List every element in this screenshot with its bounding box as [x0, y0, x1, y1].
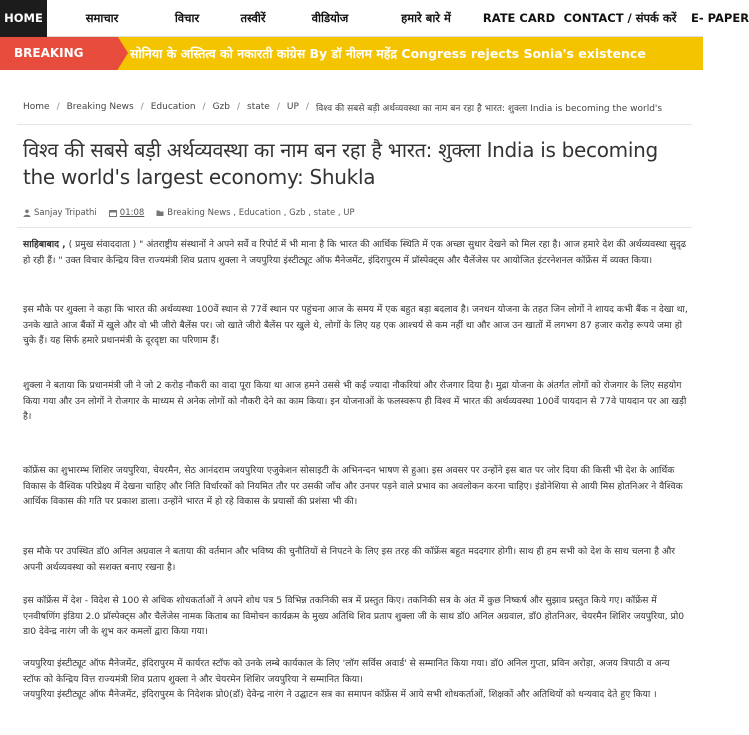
breaking-headline-link[interactable]: सोनिया के अस्तित्व को नकारती कांग्रेस By डॉ नीलम महेंद्र Congress rejects Sonia's existence	[130, 46, 646, 61]
breadcrumb-separator: /	[237, 102, 241, 112]
divider	[17, 124, 692, 125]
article-paragraph: इस मौके पर उपस्थित डॉ0 अनिल अग्रवाल ने बताया की वर्तमान और भविष्य की चुनौतियों से निपटने के लिए इस तरह की कॉफ्रेंस बहुत मददगार होगी। साथ ही हम सभी को देश के साथ चलना है और अपनी अर्थव्यवस्था को सशक्त बनाए रखना है।	[23, 546, 676, 573]
breadcrumb-separator: /	[56, 102, 60, 112]
paragraph-text: ( प्रमुख संवाददाता ) " अंतराष्ट्रीय संस्थानों ने अपने सर्वे व रिपोर्ट में भी माना है कि भारत की आर्थिक स्थिति में एक अच्छा सुधार देखने को मिल रहा है। आज हमारे देश की अर्थव्यवस्था सुदृढ हो रही हैं। " उक्त विचार केन्द्रिय वित्त राज्यमंत्री शिव प्रताप शुक्ला ने जयपुरिया इंस्टीट्यूट ऑफ मैनेजमेंट, इंदिरापुरम में प्रॉस्पेक्ट्स और चैलेंजेस पर आयोजित इंटरनेशनल कॉफ्रेंस में व्यक्त किया।	[23, 239, 687, 266]
breadcrumb-separator: /	[202, 102, 206, 112]
article-paragraph: कॉफ्रेंस का शुभारम्भ शिशिर जयपुरिया, चेयरमैन, सेठ आनंदराम जयपुरिया एजुकेशन सोसाइटी के अभिनन्दन भाषण से हुआ। इस अवसर पर उन्होंने इस बात पर जोर दिया की किसी भी देश के आर्थिक विकास के वैश्विक परिप्रेक्ष्य में देखना चाहिए और निति विर्धारकों को नियमित तौर पर उसकी जाँच और उनपर पड़ने वाले प्रभाव का अवलोकन करना चाहिए। इंडोनेशिया से आयी मिस होतनिअर ने वैश्विक आर्थिक विकास की गति पर प्रकाश डाला। उन्होंने भारत में हो रहे विकास के प्रयासों की प्रशंसा भी की।	[23, 465, 683, 507]
breaking-label: BREAKING	[0, 37, 118, 70]
author-link[interactable]: Sanjay Tripathi	[34, 208, 97, 218]
article-paragraph: जयपुरिया इंस्टीट्यूट ऑफ मैनेजमेंट, इंदिरापुरम के निदेशक प्रो0(डॉ) देवेन्द्र नारंग ने उद्घाटन सत्र का समापन कॉफ्रेंस में आये सभी शोधकर्ताओं, शिक्षकों और अतिथियों को धन्यवाद देते हुए किया ।	[23, 689, 657, 700]
nav-tasveerein[interactable]: तस्वीरें	[240, 11, 266, 25]
breadcrumb-separator: /	[276, 102, 280, 112]
post-time[interactable]: 01:08	[119, 208, 145, 218]
breadcrumb-state[interactable]: state	[247, 102, 270, 112]
breadcrumb-separator: /	[140, 102, 144, 112]
breadcrumb	[23, 97, 693, 117]
dateline: साहिबाबाद ,	[23, 239, 66, 250]
breadcrumb-separator: /	[305, 102, 309, 112]
breadcrumb-education[interactable]: Education	[150, 102, 196, 112]
article-meta	[23, 205, 683, 221]
nav-home[interactable]: HOME	[0, 0, 47, 37]
breadcrumb-up[interactable]: UP	[286, 102, 299, 112]
calendar-icon	[109, 209, 117, 217]
nav-epaper[interactable]: E- PAPER	[691, 11, 749, 25]
user-icon	[23, 209, 31, 217]
article-paragraph: जयपुरिया इंस्टीट्यूट ऑफ मैनेजमेंट, इंदिरापुरम में कार्यरत स्टॉफ को उनके लम्बे कार्यकाल के लिए 'लॉग सर्विस अवार्ड' से सम्मानित किया गया। डॉ0 अनिल गुप्ता, प्रविन अरोड़ा, अजय त्रिपाठी व अन्य स्टॉफ को केन्द्रिय वित्त राज्यमंत्री शिव प्रताप शुक्ला ने और चेयरमेन शिशिर जयपुरिया ने सम्मानित किया।	[23, 658, 670, 685]
top-nav	[0, 0, 749, 37]
article-title: विश्व की सबसे बड़ी अर्थव्यवस्था का नाम बन रहा है भारत: शुक्ला India is becoming the world's largest economy: Shukla	[23, 138, 658, 189]
nav-contact[interactable]: CONTACT / संपर्क करें	[563, 11, 677, 25]
breadcrumb-gzb[interactable]: Gzb	[212, 102, 230, 112]
breadcrumb-breaking-news[interactable]: Breaking News	[66, 102, 134, 112]
article-paragraph: इस मौके पर शुक्ला ने कहा कि भारत की अर्थव्यस्था 100वें स्थान से 77वें स्थान पर पहुंचना आज के समय में एक बहुत बड़ा बदलाव है। जनधन योजना के तहत जिन लोगों ने शायद कभी बैंक न देखा था, उनके खाते आज बैंकों में खुले और वो भी जीरो बैलेंस पर। जो खाते जीरो बैलेंस पर खुले थे, लोगों के लिए यह एक आश्चर्य से कम नहीं था और आज उन खातों में लगभग 87 हजार करोड़ रूपये जमा हो चुके हैं। यह सिर्फ हमारे प्रधानमंत्री के दूरदृष्टा का परिणाम हैं।	[23, 304, 688, 346]
breadcrumb-home[interactable]: Home	[23, 102, 50, 112]
nav-videos[interactable]: वीडियोज	[311, 11, 349, 25]
breadcrumb-current: विश्व की सबसे बड़ी अर्थव्यवस्था का नाम बन रहा है भारत: शुक्ला India is becoming the world's	[315, 103, 663, 114]
article-paragraph	[23, 237, 688, 268]
article-paragraph: इस कॉफ्रेंस में देश - विदेश से 100 से अधिक शोधकर्ताओं ने अपने शोध पत्र 5 विभिन्न तकनिकी सत्र में प्रस्तुत किए। तकनिकी सत्र के अंत में कुछ निष्कर्ष और सुझाव प्रस्तुत किये गए। कॉफ्रेंस में एनवीषणिंग इंडिया 2.0 प्रॉस्पेक्ट्स और चैलेंजेस नामक किताब का विमोचन कार्यक्रम के मुख्य अतिथि शिव प्रताप शुक्ला जी के साथ डॉ0 अनिल अग्रवाल, डॉ0 होतनिअर, चेयरमैन शिशिर जयपुरिया, प्रो0 डा0 देवेन्द्र नारंग जी के शुभ कर कमलों द्वारा किया गया।	[23, 595, 685, 637]
breaking-news-bar	[0, 37, 703, 70]
nav-rate-card[interactable]: RATE CARD	[482, 11, 556, 25]
nav-about[interactable]: हमारे बारे में	[401, 11, 451, 25]
article-paragraph: शुक्ला ने बताया कि प्रधानमंत्री जी ने जो 2 करोड़ नौकरी का वादा पूरा किया था आज हमने उससे भी कई ज्यादा नौकरियां और रोजगार दिया है। मुद्रा योजना के अंतर्गत लोगों को रोजगार के लिए सहयोग किया गया और उन लोगों ने रोजगार के माध्यम से अनेक लोगों को नौकरी देने का काम किया। इन योजनाओं के फलस्वरूप ही विश्व में भारत की अर्थव्यवस्था 100वें पायदान से 77वे पायदान पर आ खड़ी है।	[23, 380, 687, 422]
nav-samachar[interactable]: समाचार	[85, 11, 119, 25]
divider	[17, 227, 692, 228]
folder-icon	[156, 209, 164, 217]
category-links[interactable]: Breaking News , Education , Gzb , state , UP	[167, 208, 355, 218]
nav-vichar[interactable]: विचार	[174, 11, 200, 25]
